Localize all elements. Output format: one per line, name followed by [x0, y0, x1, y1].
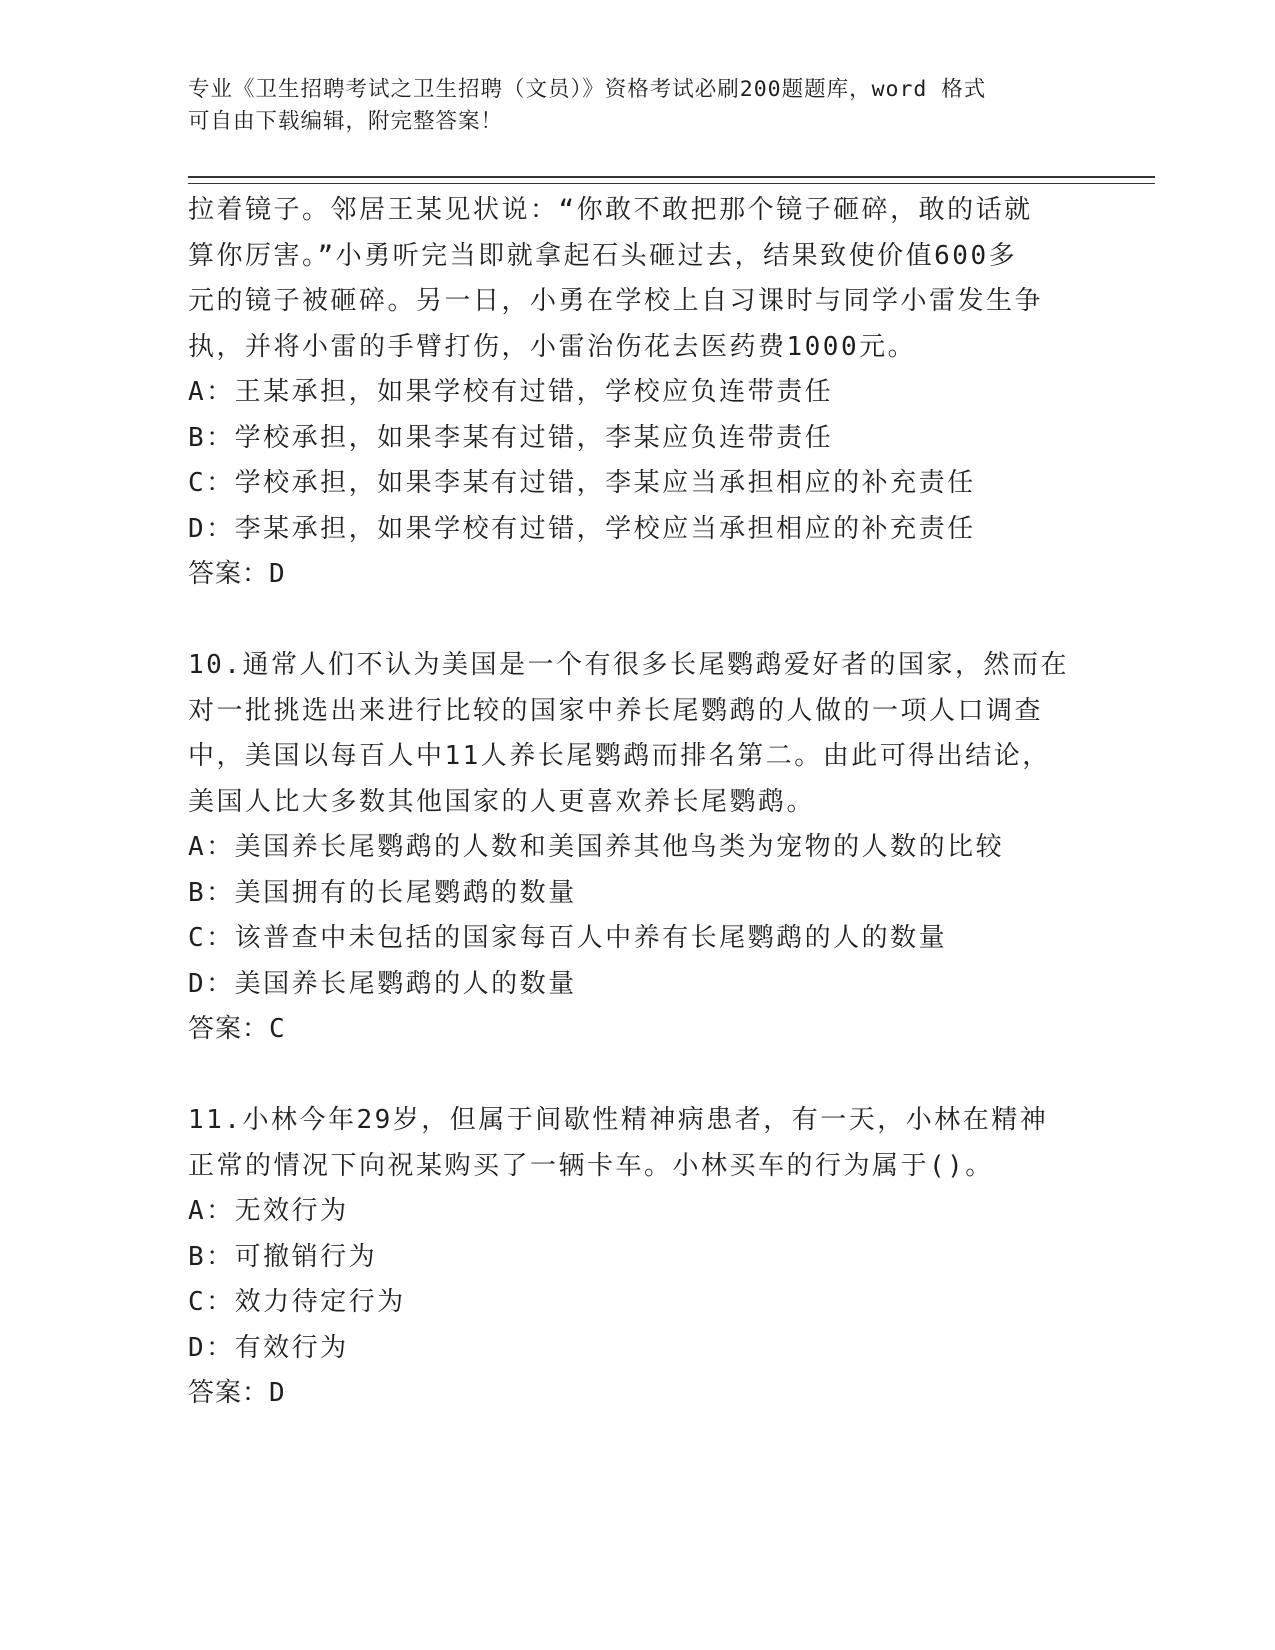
question-stem-line: 执，并将小雷的手臂打伤，小雷治伤花去医药费1000元。 [188, 331, 917, 362]
option-c: C：学校承担，如果李某有过错，李某应当承担相应的补充责任 [188, 468, 976, 498]
question-stem-line: 元的镜子被砸碎。另一日，小勇在学校上自习课时与同学小雷发生争 [188, 286, 1044, 316]
option-b: B：学校承担，如果李某有过错，李某应负连带责任 [188, 422, 834, 453]
question-9 [188, 188, 1148, 598]
option-b: B：可撤销行为 [188, 1241, 378, 1272]
option-c: C：效力待定行为 [188, 1287, 406, 1317]
question-stem-line: 正常的情况下向祝某购买了一辆卡车。小林买车的行为属于()。 [188, 1150, 994, 1181]
option-c: C：该普查中未包括的国家每百人中养有长尾鹦鹉的人的数量 [188, 923, 948, 953]
question-stem-line: 10.通常人们不认为美国是一个有很多长尾鹦鹉爱好者的国家，然而在 [188, 650, 1069, 680]
answer-line: 答案：D [188, 1378, 286, 1408]
page-header [188, 74, 1068, 138]
option-b: B：美国拥有的长尾鹦鹉的数量 [188, 877, 577, 908]
answer-line: 答案：C [188, 1014, 286, 1044]
question-stem-line: 对一批挑选出来进行比较的国家中养长尾鹦鹉的人做的一项人口调查 [188, 695, 1044, 726]
question-spacer [188, 598, 1148, 644]
option-d: D：美国养长尾鹦鹉的人的数量 [188, 968, 577, 999]
question-stem-line: 中，美国以每百人中11人养长尾鹦鹉而排名第二。由此可得出结论， [188, 741, 1051, 771]
question-stem-line: 美国人比大多数其他国家的人更喜欢养长尾鹦鹉。 [188, 786, 816, 817]
answer-line: 答案：D [188, 559, 286, 589]
header-divider [188, 176, 1155, 184]
question-11 [188, 1098, 1148, 1417]
question-10 [188, 643, 1148, 1053]
question-content [188, 188, 1148, 1417]
option-d: D：有效行为 [188, 1332, 349, 1363]
option-a: A：王某承担，如果学校有过错，学校应负连带责任 [188, 377, 834, 407]
question-spacer [188, 1053, 1148, 1099]
question-stem-line: 11.小林今年29岁，但属于间歇性精神病患者，有一天，小林在精神 [188, 1105, 1049, 1135]
header-title-line-1: 专业《卫生招聘考试之卫生招聘（文员）》资格考试必刷200题题库，word 格式 [188, 77, 987, 102]
option-d: D：李某承担，如果学校有过错，学校应当承担相应的补充责任 [188, 513, 976, 544]
header-title-line-2: 可自由下载编辑，附完整答案！ [188, 109, 504, 134]
option-a: A：美国养长尾鹦鹉的人数和美国养其他鸟类为宠物的人数的比较 [188, 832, 1005, 862]
question-stem-line: 算你厉害。”小勇听完当即就拿起石头砸过去，结果致使价值600多 [188, 240, 1018, 271]
option-a: A：无效行为 [188, 1196, 349, 1226]
question-stem-line: 拉着镜子。邻居王某见状说：“你敢不敢把那个镜子砸碎，敢的话就 [188, 195, 1033, 225]
